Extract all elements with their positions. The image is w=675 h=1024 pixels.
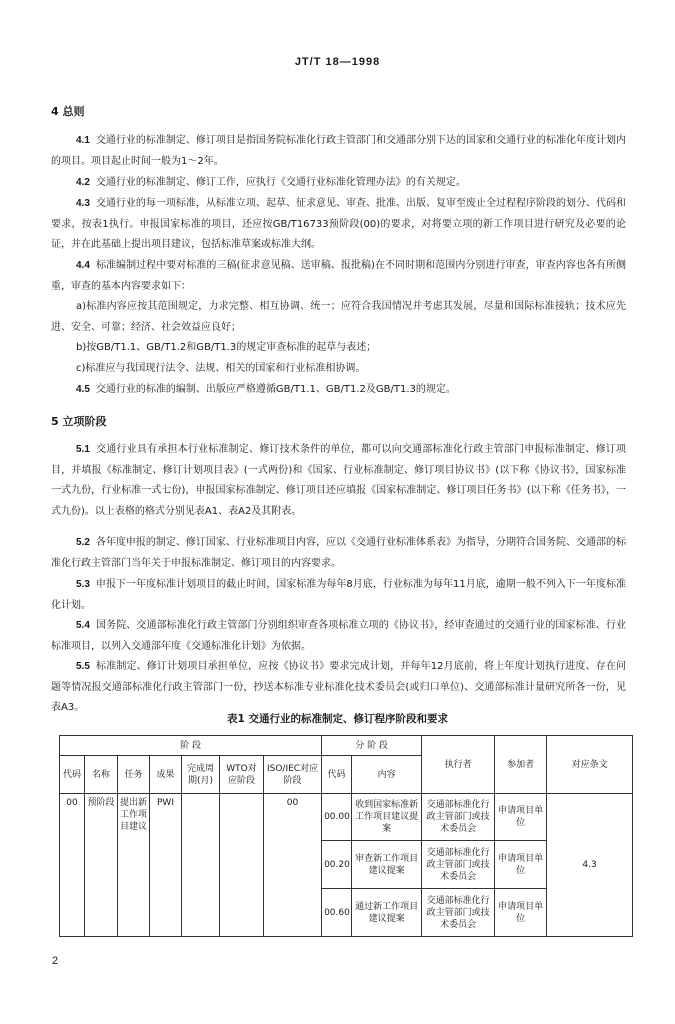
- clause-text: 交通行业具有承担本行业标准制定、修订技术条件的单位，都可以向交通部标准化行政主管部门申报标准制定、修订项目，并填报《标准制定、修订计划项目表》(一式两份)和《国家、行业标准制定、修订项目协议书》(以下称《协议书》，国家标准一式九份，行业标准一式七份)，申报国家标准制定、修订项目还应填报《国家标准制定、修订项目任务书》(以下称《任务书》，一式九份)。以上表格的格式分别见表A1、表A2及其附表。: [51, 444, 626, 517]
- clause-number: 4.2: [76, 177, 90, 188]
- header-task: 任务: [118, 756, 150, 794]
- clause-5-5: [51, 657, 626, 719]
- substage-content: 审查新工作项目建议提案: [352, 841, 422, 889]
- clause-4-4: [51, 256, 626, 297]
- clause-number: 4.5: [76, 384, 90, 395]
- substage-participant: 申请项目单位: [495, 841, 547, 889]
- clause-5-1: [51, 440, 626, 522]
- clause-number: 4.3: [76, 198, 90, 209]
- clause-number: 5.3: [76, 579, 90, 590]
- clause-number: 5.5: [76, 661, 90, 672]
- header-result: 成果: [150, 756, 182, 794]
- stage-result: PWI: [150, 794, 182, 937]
- clause-number: 5.4: [76, 620, 90, 631]
- header-subcode: 代码: [322, 756, 352, 794]
- stage-task: 提出新工作项目建议: [118, 794, 150, 937]
- header-period: 完成周期(月): [182, 756, 220, 794]
- stage-code: 00: [60, 794, 85, 937]
- clause-number: 4.4: [76, 260, 90, 271]
- clause-text: 各年度申报的制定、修订国家、行业标准项目内容，应以《交通行业标准体系表》为指导，分期符合国务院、交通部的标准化行政主管部门当年关于申报标准制定、修订项目的内容要求。: [51, 537, 626, 569]
- clause-text: 交通行业的标准制定、修订工作，应执行《交通行业标准化管理办法》的有关规定。: [95, 177, 466, 188]
- substage-code: 00.20: [322, 841, 352, 889]
- substage-executor: 交通部标准化行政主管部门或技术委员会: [422, 841, 495, 889]
- clause-4-2: [51, 173, 626, 194]
- section-4-title: 4 总则: [51, 105, 85, 118]
- clause-ref: 4.3: [547, 794, 633, 937]
- substage-content: 通过新工作项目建议提案: [352, 889, 422, 937]
- header-wto: WTO对应阶段: [220, 756, 264, 794]
- clause-5-2: [51, 533, 626, 574]
- clause-text: 国务院、交通部标准化行政主管部门分别组织审查各项标准立项的《协议书》，经审查通过的交通行业的国家标准、行业标准项目，以列入交通部年度《交通标准化计划》为依据。: [51, 620, 626, 652]
- header-participant: 参加者: [495, 736, 547, 794]
- clause-text: 标准制定、修订计划项目承担单位，应按《协议书》要求完成计划，并每年12月底前，将上年度计划执行进度、存在问题等情况报交通部标准化行政主管部门一份，抄送本标准专业标准化技术委员会(或归口单位)、交通部标准计量研究所各一份，见表A3。: [51, 661, 626, 713]
- clause-4-3: [51, 194, 626, 256]
- clause-5-3: [51, 575, 626, 616]
- header-name: 名称: [85, 756, 118, 794]
- table-row: [60, 794, 633, 841]
- stage-period: [182, 794, 220, 937]
- substage-code: 00.00: [322, 794, 352, 841]
- clause-4-5: [51, 380, 626, 401]
- clause-number: 5.2: [76, 537, 90, 548]
- page-number: 2: [52, 955, 59, 967]
- header-iso: ISO/IEC对应阶段: [264, 756, 322, 794]
- header-substage: 分 阶 段: [322, 736, 422, 756]
- clause-number: 5.1: [76, 444, 90, 455]
- standard-code-header: JT/T 18—1998: [294, 56, 381, 68]
- header-code: 代码: [60, 756, 85, 794]
- clause-text: 交通行业的标准制定、修订项目是指国务院标准化行政主管部门和交通部分别下达的国家和交通行业的标准化年度计划内的项目。项目起止时间一般为1～2年。: [51, 135, 626, 167]
- stage-iso: 00: [264, 794, 322, 937]
- substage-content: 收到国家标准新工作项目建议提案: [352, 794, 422, 841]
- clause-number: 4.1: [76, 135, 90, 146]
- header-clause: 对应条文: [547, 736, 633, 794]
- substage-participant: 申请项目单位: [495, 889, 547, 937]
- procedure-stage-table: [59, 735, 633, 937]
- clause-4-1: [51, 131, 626, 172]
- section-5-title: 5 立项阶段: [51, 415, 107, 428]
- clause-4-4-a: a)标准内容应按其范围规定，力求完整、相互协调、统一；应符合我国情况并考虑其发展，尽量和国际标准接轨；技术应先进、安全、可靠；经济、社会效益应良好；: [51, 301, 626, 333]
- header-stage: 阶 段: [60, 736, 322, 756]
- clause-text: 标准编制过程中要对标准的三稿(征求意见稿、送审稿、报批稿)在不同时期和范围内分别进行审查，审查内容也各有所侧重，审查的基本内容要求如下：: [51, 260, 626, 292]
- clause-text: 交通行业的每一项标准，从标准立项、起草、征求意见、审查、批准、出版、复审至废止全过程程序阶段的划分、代码和要求，按表1执行。申报国家标准的项目，还应按GB/T16733预阶段(00)的要求，对将要立项的新工作项目进行研究及必要的论证，并在此基础上提出项目建议，包括标准草案或标准大纲。: [51, 198, 626, 250]
- table-caption: 表1 交通行业的标准制定、修订程序阶段和要求: [227, 713, 448, 725]
- clause-4-4-c: c)标准应与我国现行法令、法规、相关的国家和行业标准相协调。: [76, 363, 366, 374]
- stage-name: 预阶段: [85, 794, 118, 937]
- header-content: 内容: [352, 756, 422, 794]
- substage-executor: 交通部标准化行政主管部门或技术委员会: [422, 794, 495, 841]
- clause-text: 申报下一年度标准计划项目的截止时间，国家标准为每年8月底，行业标准为每年11月底，逾期一般不列入下一年度标准化计划。: [51, 579, 626, 611]
- substage-executor: 交通部标准化行政主管部门或技术委员会: [422, 889, 495, 937]
- header-executor: 执行者: [422, 736, 495, 794]
- clause-4-4-b: b)按GB/T1.1、GB/T1.2和GB/T1.3的规定审查标准的起草与表述；: [76, 342, 377, 353]
- substage-participant: 申请项目单位: [495, 794, 547, 841]
- stage-wto: [220, 794, 264, 937]
- substage-code: 00.60: [322, 889, 352, 937]
- clause-5-4: [51, 616, 626, 657]
- clause-text: 交通行业的标准的编制、出版应严格遵循GB/T1.1、GB/T1.2及GB/T1.3的规定。: [95, 384, 456, 395]
